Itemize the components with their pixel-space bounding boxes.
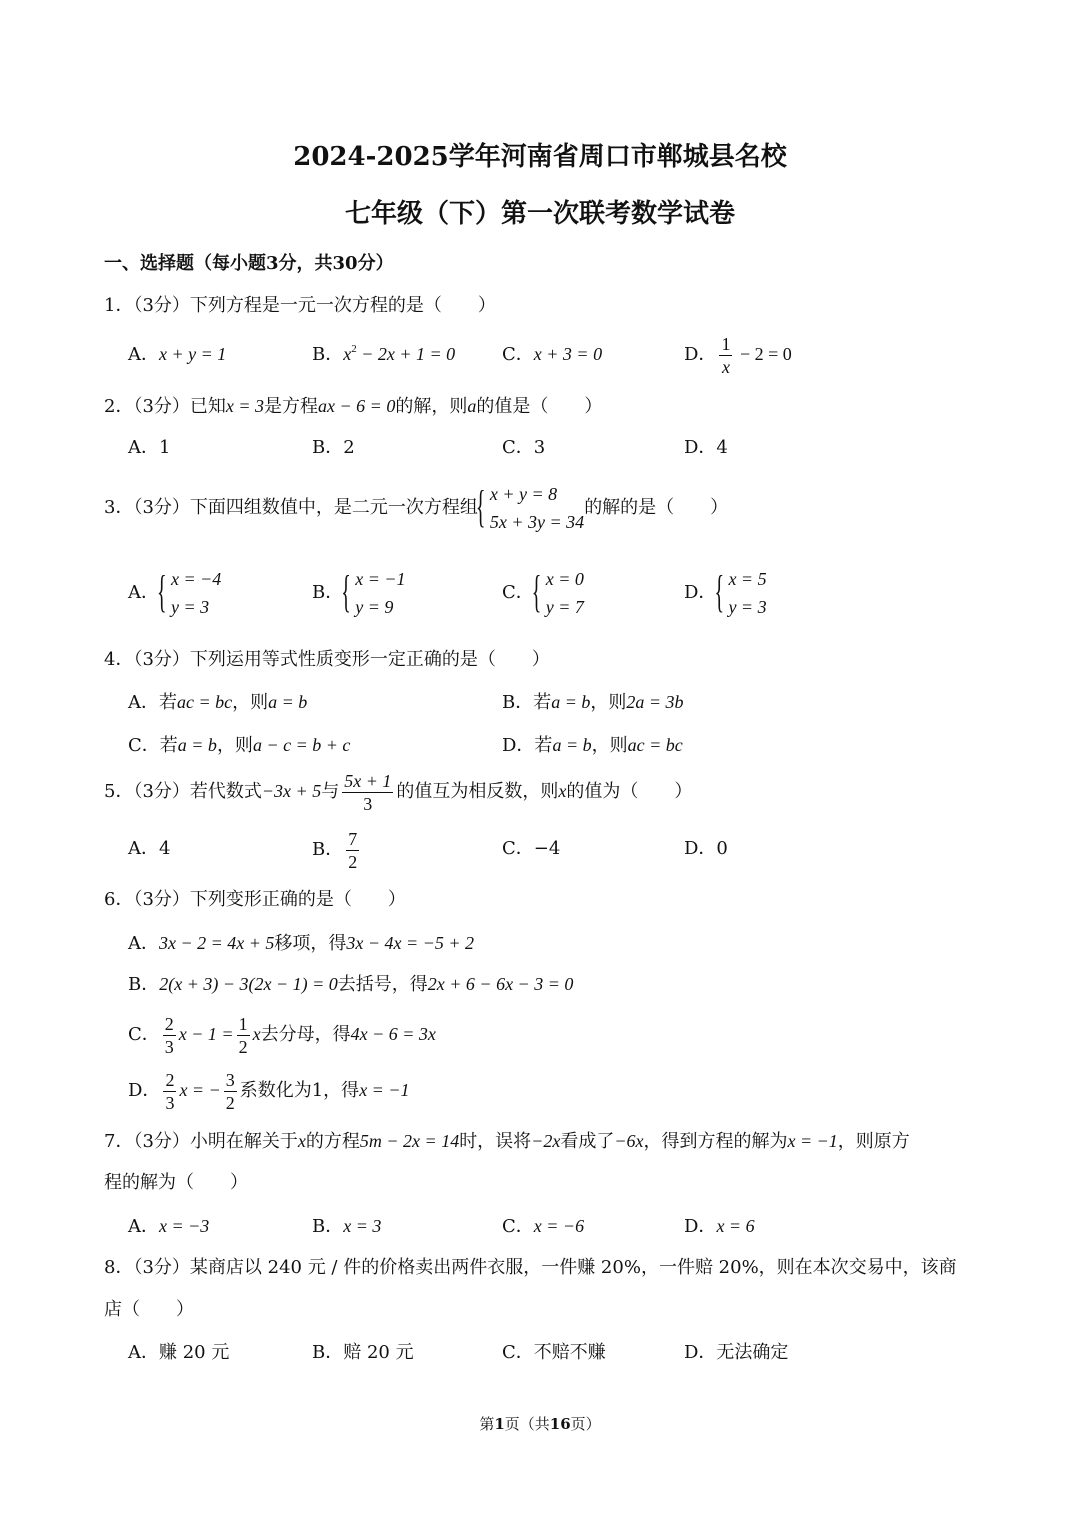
q2-option-a: A．1: [128, 437, 171, 458]
q1-option-c: [502, 342, 602, 367]
question-8-stem: 8．（3分）某商店以 240 元 / 件的价格卖出两件衣服，一件赚 20%，一件赔 20%，则在本次交易中，该商: [104, 1257, 957, 1278]
q4-option-b: B．若a = b，则2a = 3b: [502, 692, 684, 713]
option-label: D．: [684, 344, 717, 365]
q7-option-c: C．x = −6: [502, 1216, 585, 1237]
q8-option-b: B．赔 20 元: [312, 1342, 414, 1363]
fraction: $\frac{1}{2}$: [238, 1013, 248, 1057]
title-line-2: 七年级（下）第一次联考数学试卷: [344, 199, 735, 229]
fraction: $\frac{7}{2}$: [348, 828, 358, 872]
page-footer: 第1页（共16页）: [479, 1415, 601, 1433]
question-7-line-2: 程的解为（ ）: [104, 1172, 248, 1193]
option-label: A．: [128, 344, 159, 365]
q7-option-b: B．x = 3: [312, 1216, 382, 1237]
q3-option-d: D． { x = 5 y = 3: [684, 565, 767, 621]
q2-option-d: D．4: [684, 437, 728, 458]
equation-system: { x + y = 8 5x + 3y = 34: [478, 480, 584, 536]
option-label: C．: [502, 344, 534, 365]
answer-system: { x = −4 y = 3: [159, 565, 221, 621]
q4-option-d: D．若a = b，则ac = bc: [502, 735, 683, 756]
section-heading: 一、选择题（每小题3分，共30分）: [104, 253, 394, 274]
question-5-stem: 5．（3分）若代数式−3x + 5与 $\frac{5x + 1}{3}$ 的值互为相反数，则x的值为（ ）: [104, 770, 693, 814]
fraction: $\frac{1}{x}$: [721, 333, 731, 377]
q5-option-d: D．0: [684, 838, 728, 859]
question-7-stem: 7．（3分）小明在解关于x的方程5m − 2x = 14时，误将−2x看成了−6x，得到方程的解为x = −1，则原方: [104, 1131, 910, 1152]
q6-option-d: D． $\frac{2}{3}$ x = − $\frac{3}{2}$ 系数化为1，得x = −1: [128, 1069, 410, 1113]
fraction: $\frac{2}{3}$: [164, 1013, 174, 1057]
q1-option-b: [312, 342, 455, 367]
q5-option-c: C．−4: [502, 838, 561, 859]
question-3-stem: 3．（3分）下面四组数值中，是二元一次方程组 { x + y = 8 5x + 3y = 34 的解的是（ ）: [104, 480, 728, 536]
q8-option-c: C．不赔不赚: [502, 1342, 606, 1363]
q3-option-c: C． { x = 0 y = 7: [502, 565, 584, 621]
answer-system: { x = −1 y = 9: [343, 565, 405, 621]
q5-option-a: A．4: [128, 838, 171, 859]
q5-option-b: B． $\frac{7}{2}$: [312, 828, 358, 872]
q2-option-c: C．3: [502, 437, 546, 458]
q8-option-a: A．赚 20 元: [128, 1342, 230, 1363]
q1-option-a: [128, 342, 226, 367]
q2-option-b: B．2: [312, 437, 355, 458]
question-6-stem: 6．（3分）下列变形正确的是（ ）: [104, 889, 406, 910]
page-number: 1: [494, 1415, 505, 1433]
q6-option-c: C． $\frac{2}{3}$ x − 1 = $\frac{1}{2}$ x去分母，得4x − 6 = 3x: [128, 1013, 436, 1057]
page-total: 16: [549, 1415, 571, 1433]
q4-option-c: C．若a = b，则a − c = b + c: [128, 735, 351, 756]
q6-option-b: B．2(x + 3) − 3(2x − 1) = 0去括号，得2x + 6 − 6x − 3 = 0: [128, 974, 574, 995]
math-expr: x: [343, 344, 352, 364]
math-expr: − 2x + 1 = 0: [356, 344, 456, 364]
q4-option-a: A．若ac = bc，则a = b: [128, 692, 308, 713]
option-label: B．: [312, 344, 344, 365]
math-expr: x + 3 = 0: [533, 344, 603, 364]
q1-option-d: [684, 330, 792, 379]
fraction: $\frac{2}{3}$: [165, 1069, 175, 1113]
question-1-stem: 1．（3分）下列方程是一元一次方程的是（ ）: [104, 295, 496, 316]
question-8-line-2: 店（ ）: [104, 1299, 194, 1320]
question-4-stem: 4．（3分）下列运用等式性质变形一定正确的是（ ）: [104, 649, 550, 670]
question-2-stem: 2．（3分）已知x = 3是方程ax − 6 = 0的解，则a的值是（ ）: [104, 396, 603, 417]
q7-option-d: D．x = 6: [684, 1216, 755, 1237]
q3-option-a: A． { x = −4 y = 3: [128, 565, 221, 621]
fraction: $\frac{3}{2}$: [225, 1069, 235, 1113]
title-line-1: 2024-2025学年河南省周口市郸城县名校: [293, 142, 787, 172]
q7-option-a: A．x = −3: [128, 1216, 210, 1237]
answer-system: { x = 5 y = 3: [716, 565, 766, 621]
fraction: $\frac{5x + 1}{3}$: [344, 770, 392, 814]
q6-option-a: A．3x − 2 = 4x + 5移项，得3x − 4x = −5 + 2: [128, 933, 474, 954]
answer-system: { x = 0 y = 7: [534, 565, 584, 621]
q3-option-b: B． { x = −1 y = 9: [312, 565, 406, 621]
math-expr: − 2 = 0: [735, 344, 792, 364]
q8-option-d: D．无法确定: [684, 1342, 789, 1363]
math-expr: x + y = 1: [159, 344, 227, 364]
exponent: 2: [351, 343, 357, 355]
